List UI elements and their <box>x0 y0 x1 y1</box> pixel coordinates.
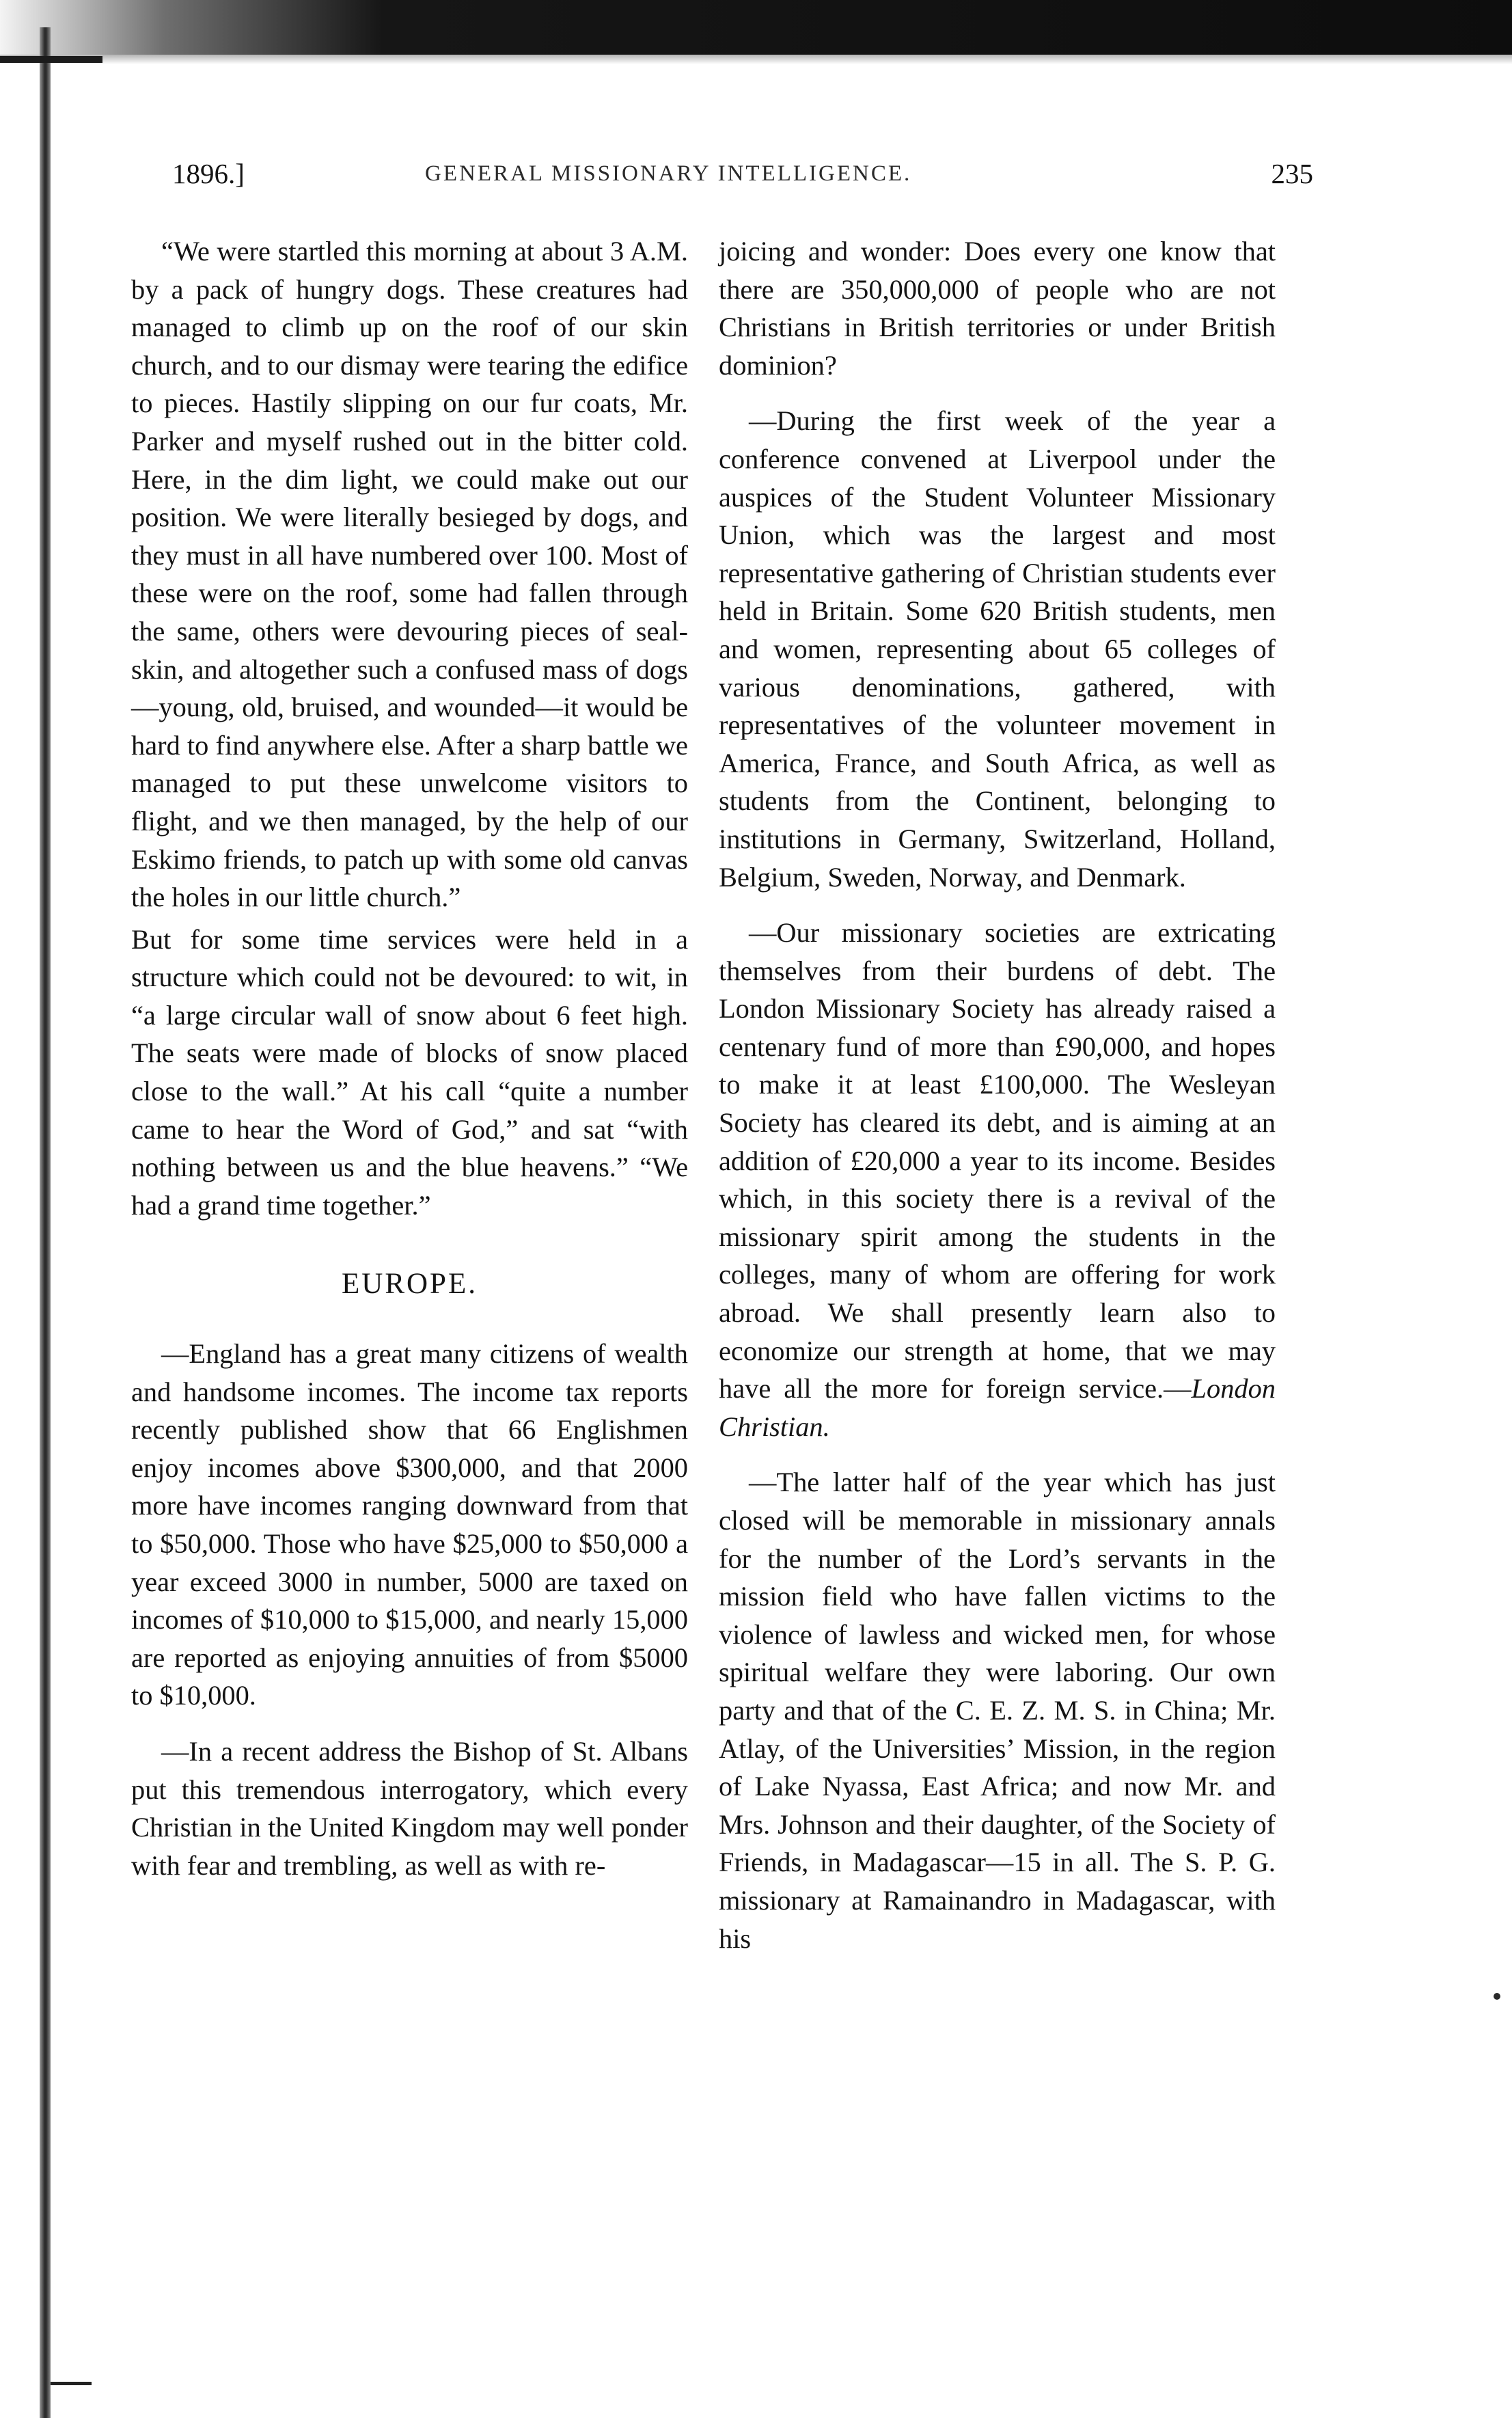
snow-church-paragraph: But for some time services were held in a structure which could not be devoured: to wit, in “a large circular wall of snow about 6 feet high. The seats were made of blocks of snow placed close to the wall.” At his call “quite a number came to hear the Word of God,” and sat “with nothing between us and the blue heavens.” “We had a grand time together.” <box>131 923 688 1221</box>
scan-binding-mark <box>0 56 102 63</box>
right-column <box>719 232 1276 2337</box>
societies-debt-paragraph <box>719 914 1276 1445</box>
scan-speck <box>1494 1993 1500 2000</box>
left-column <box>131 232 688 2337</box>
martyrs-paragraph: —The latter half of the year which has just closed will be memorable in missionary annals for the number of the Lord’s servants in the mission field who have fallen victims to the violence of lawless and wicked men, for whose spiritual welfare they were laboring. Our own party and that of the C. E. Z. M. S. in China; Mr. Atlay, of the Universities’ Mission, in the region of Lake Nyassa, East Africa; and now Mr. and Mrs. Johnson and their daughter, of the Society of Friends, in Madagascar—15 in all. The S. P. G. missionary at Ramainandro in Madagascar, with his <box>719 1467 1276 1954</box>
societies-source-citation: London Christian. <box>719 1373 1276 1442</box>
scan-binding-mark-bottom <box>51 2382 92 2385</box>
running-head-title: GENERAL MISSIONARY INTELLIGENCE. <box>425 161 912 186</box>
running-head-year: 1896.] <box>172 158 245 189</box>
scan-top-shadow <box>0 55 1512 64</box>
societies-debt-text: —Our missionary societies are extricating themselves from their burdens of debt. The London Missionary Society has already raised a centenary fund of more than £90,000, and hopes to make it at least £100,000. The Wesleyan Society has cleared its debt, and is aiming at an addition of £20,000 a year to its income. Besides which, in this society there is a revival of the missionary spirit among the students in the colleges, many of whom are offering for work abroad. We shall presently learn also to economize our strength at home, that we may have all the more for foreign service.— <box>719 917 1276 1404</box>
section-heading-europe: EUROPE. <box>342 1268 478 1301</box>
liverpool-conference-paragraph: —During the first week of the year a conference convened at Liverpool under the auspices of the Student Volunteer Missionary Union, which was the largest and most representative gathering of Christian students ever held in Britain. Some 620 British students, men and women, representing about 65 colleges of various denominations, gathered, with representatives of the volunteer movement in America, France, and South Africa, as well as students from the Continent, belonging to institutions in Germany, Switzerland, Holland, Belgium, Sweden, Norway, and Denmark. <box>719 405 1276 893</box>
dog-attack-quote-paragraph: “We were startled this morning at about 3 A.M. by a pack of hungry dogs. These creatures had managed to climb up on the roof of our skin church, and to our dismay were tearing the edifice to pieces. Hastily slipping on our fur coats, Mr. Parker and myself rushed out in the bitter cold. Here, in the dim light, we could make out our position. We were literally besieged by dogs, and they must in all have numbered over 100. Most of these were on the roof, some had fallen through the same, others were devouring pieces of seal-skin, and altogether such a confused mass of dogs—young, old, bruised, and wounded—it would be hard to find anywhere else. After a sharp battle we managed to put these unwelcome visitors to flight, and we then managed, by the help of our Eskimo friends, to patch up with some old canvas the holes in our little church.” <box>131 236 688 913</box>
continuation-paragraph: joicing and wonder: Does every one know that there are 350,000,000 of people who are not Christians in British territories or under British dominion? <box>719 236 1276 381</box>
scan-binding-edge <box>40 27 51 2418</box>
page-number: 235 <box>1271 158 1313 189</box>
england-incomes-paragraph: —England has a great many citizens of wealth and handsome incomes. The income tax reports recently published show that 66 Englishmen enjoy incomes above $300,000, and that 2000 more have incomes ranging downward from that to $50,000. Those who have $25,000 to $50,000 a year exceed 3000 in number, 5000 are taxed on incomes of $10,000 to $15,000, and nearly 15,000 are reported as enjoying annuities of from $5000 to $10,000. <box>131 1338 688 1711</box>
running-head <box>172 157 1313 198</box>
bishop-address-paragraph: —In a recent address the Bishop of St. Albans put this tremendous interrogatory, which every Christian in the United Kingdom may well ponder with fear and trembling, as well as with re- <box>131 1735 688 1881</box>
scan-top-border <box>0 0 1512 55</box>
